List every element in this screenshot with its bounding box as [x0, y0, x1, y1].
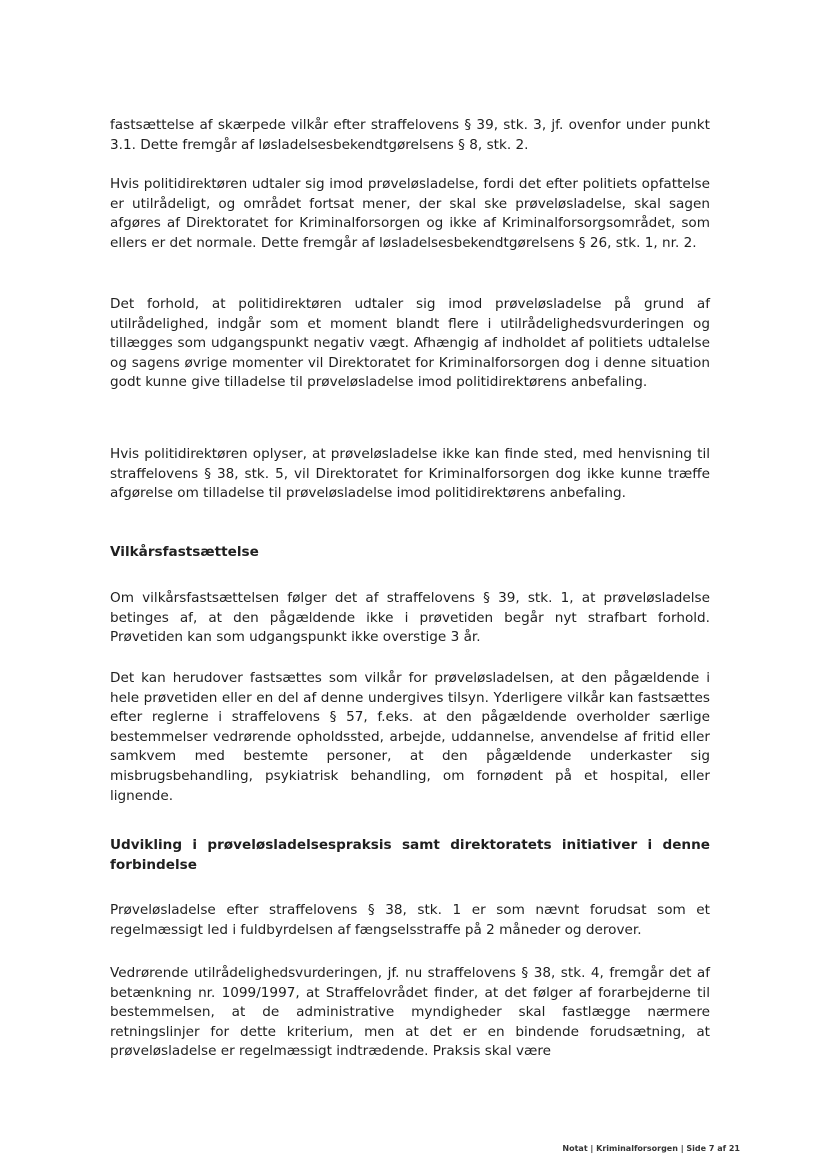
paragraph-stk5-henvisning: Hvis politidirektøren oplyser, at prøveløsladelse ikke kan finde sted, med henvisning til straffelovens § 38, stk. 5, vil Direktoratet for Kriminalforsorgen dog ikke kunne træffe afgørelse om tilladelse til prøveløsladelse imod politidirektørens anbefaling. [110, 446, 710, 502]
paragraph-moment-utilraadelighed: Det forhold, at politidirektøren udtaler sig imod prøveløsladelse på grund af utilrådelighed, indgår som et moment blandt flere i utilrådelighedsvurderingen og tillægges som udgangspunkt negativ vægt. Afhængig af indholdet af politiets udtalelse og sagens øvrige momenter vil Direktoratet for Kriminalforsorgen dog i denne situation godt kunne give tilladelse til prøveløsladelse imod politidirektørens anbefaling. [110, 296, 710, 391]
paragraph-utilraadelighedsvurdering: Vedrørende utilrådelighedsvurderingen, jf. nu straffelovens § 38, stk. 4, fremgår det af betænkning nr. 1099/1997, at Straffelovrådet finder, at det følger af forarbejderne til bestemmelsen, at de administrative myndigheder skal fastlægge nærmere retningslinjer for dette kriterium, men at det er en bindende forudsætning, at prøveløsladelse er regelmæssigt indtrædende. Praksis skal være [110, 965, 710, 1060]
paragraph-yderligere-vilkaar: Det kan herudover fastsættes som vilkår for prøveløsladelsen, at den pågældende i hele prøvetiden eller en del af denne undergives tilsyn. Yderligere vilkår kan fastsættes efter reglerne i straffelovens § 57, f.eks. at den pågældende overholder særlige bestemmelser vedrørende opholdssted, arbejde, uddannelse, anvendelse af fritid eller samkvem med bestemte personer, at den pågældende underkaster sig misbrugsbehandling, psykiatrisk behandling, om fornødent på et hospital, eller lignende. [110, 670, 710, 804]
paragraph-continuation: fastsættelse af skærpede vilkår efter straffelovens § 39, stk. 3, jf. ovenfor under punkt 3.1. Dette fremgår af løsladelsesbekendtgørelsens § 8, stk. 2. [110, 117, 710, 153]
heading-vilkaarsfastsaettelse: Vilkårsfastsættelse [110, 544, 259, 560]
paragraph-regelmaessigt-led: Prøveløsladelse efter straffelovens § 38, stk. 1 er som nævnt forudsat som et regelmæssigt led i fuldbyrdelsen af fængselsstraffe på 2 måneder og derover. [110, 902, 710, 938]
paragraph-politidirektoer-udtaler: Hvis politidirektøren udtaler sig imod prøveløsladelse, fordi det efter politiets opfattelse er utilrådeligt, og området fortsat mener, der skal ske prøveløsladelse, skal sagen afgøres af Direktoratet for Kriminalforsorgen og ikke af Kriminalforsorgsområdet, som ellers er det normale. Dette fremgår af løsladelsesbekendtgørelsens § 26, stk. 1, nr. 2. [110, 176, 710, 251]
heading-udvikling-praksis: Udvikling i prøveløsladelsespraksis samt direktoratets initiativer i denne forbindelse [110, 837, 710, 873]
paragraph-vilkaarsfastsaettelse: Om vilkårsfastsættelsen følger det af straffelovens § 39, stk. 1, at prøveløsladelse betinges af, at den pågældende ikke i prøvetiden begår nyt strafbart forhold. Prøvetiden kan som udgangspunkt ikke overstige 3 år. [110, 590, 710, 646]
page-footer: Notat | Kriminalforsorgen | Side 7 af 21 [562, 1144, 740, 1153]
